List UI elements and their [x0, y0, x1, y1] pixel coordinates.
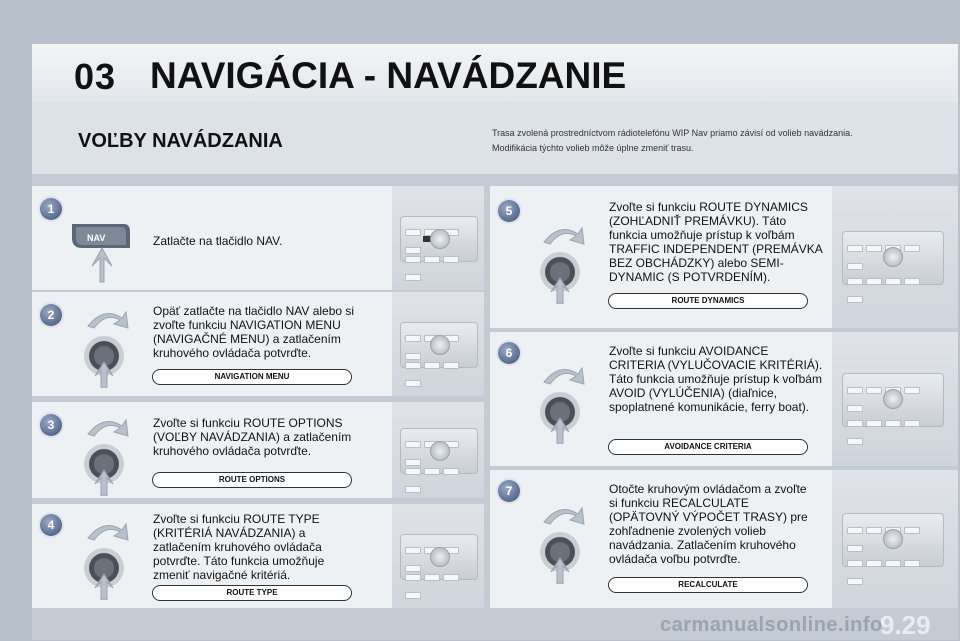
radio-unit-image — [392, 292, 484, 396]
radio-unit-icon — [400, 534, 478, 580]
radio-unit-image — [392, 402, 484, 498]
intro-text-line: Trasa zvolená prostredníctvom rádiotelefónu WIP Nav priamo závisí od volieb navádzania. — [492, 128, 853, 138]
menu-item-route-dynamics: ROUTE DYNAMICS — [608, 293, 808, 309]
step-text-5: Zvoľte si funkciu ROUTE DYNAMICS (ZOHĽADNIŤ PREMÁVKU). Táto funkcia umožňuje prístup k voľbám TRAFFIC INDEPENDENT (PREMÁVKA BEZ OBCHÁDZKY) alebo SEMI-DYNAMIC (S POTVRDENÍM). — [609, 200, 823, 284]
step-text-6: Zvoľte si funkciu AVOIDANCE CRITERIA (VYLUČOVACIE KRITÉRIÁ). Táto funkcia umožňuje prístup k voľbám AVOID (VYLÚČENIA) (diaľnice, spoplatnené komunikácie, ferry boat). — [609, 344, 823, 414]
radio-unit-image — [832, 186, 958, 328]
rotary-knob-icon — [74, 304, 138, 388]
radio-unit-icon — [842, 231, 944, 285]
radio-unit-icon — [842, 513, 944, 567]
step-badge-7: 7 — [498, 480, 520, 502]
rotary-knob-icon — [74, 516, 138, 600]
step-badge-6: 6 — [498, 342, 520, 364]
intro-text — [492, 126, 952, 156]
step-text-2: Opäť zatlačte na tlačidlo NAV alebo si zvoľte funkciu NAVIGATION MENU (NAVIGAČNÉ MENU) a zatlačením kruhového ovládača potvrďte. — [153, 304, 355, 360]
chapter-number: 03 — [74, 56, 117, 97]
step-text-1: Zatlačte na tlačidlo NAV. — [153, 234, 283, 248]
menu-item-recalculate: RECALCULATE — [608, 577, 808, 593]
watermark: carmanualsonline.info — [660, 614, 883, 636]
radio-unit-icon — [400, 322, 478, 368]
radio-unit-image — [832, 470, 958, 608]
radio-unit-icon — [400, 216, 478, 262]
nav-button-label: NAV — [87, 233, 106, 243]
step-badge-4: 4 — [40, 514, 62, 536]
chapter-title: NAVIGÁCIA - NAVÁDZANIE — [150, 55, 627, 96]
menu-item-route-type: ROUTE TYPE — [152, 585, 352, 601]
step-badge-3: 3 — [40, 414, 62, 436]
step-badge-2: 2 — [40, 304, 62, 326]
radio-unit-icon — [842, 373, 944, 427]
page-number: 9.29 — [880, 610, 931, 640]
rotary-knob-icon — [530, 220, 594, 304]
intro-text-line: Modifikácia týchto volieb môže úplne zmeniť trasu. — [492, 143, 694, 153]
menu-item-route-options: ROUTE OPTIONS — [152, 472, 352, 488]
radio-unit-image — [392, 186, 484, 290]
rotary-knob-icon — [530, 360, 594, 444]
rotary-knob-icon — [74, 412, 138, 496]
step-text-4: Zvoľte si funkciu ROUTE TYPE (KRITÉRIÁ NAVÁDZANIA) a zatlačením kruhového ovládača potvrďte. Táto funkcia umožňuje zmeniť navigačné kritériá. — [153, 512, 325, 582]
radio-unit-image — [392, 504, 484, 608]
step-text-7: Otočte kruhovým ovládačom a zvoľte si funkciu RECALCULATE (OPÄTOVNÝ VÝPOČET TRASY) pre zohľadnenie zvolených volieb navádzania. Zatlačením kruhového ovládača voľbu potvrďte. — [609, 482, 808, 566]
section-title: VOĽBY NAVÁDZANIA — [78, 130, 283, 152]
radio-unit-image — [832, 332, 958, 466]
menu-item-navigation-menu: NAVIGATION MENU — [152, 369, 352, 385]
rotary-knob-icon — [530, 500, 594, 584]
radio-unit-icon — [400, 428, 478, 474]
step-badge-1: 1 — [40, 198, 62, 220]
step-text-3: Zvoľte si funkciu ROUTE OPTIONS (VOĽBY NAVÁDZANIA) a zatlačením kruhového ovládača potvrďte. — [153, 416, 352, 458]
step-badge-5: 5 — [498, 200, 520, 222]
nav-button-icon — [70, 218, 136, 284]
menu-item-avoidance-criteria: AVOIDANCE CRITERIA — [608, 439, 808, 455]
